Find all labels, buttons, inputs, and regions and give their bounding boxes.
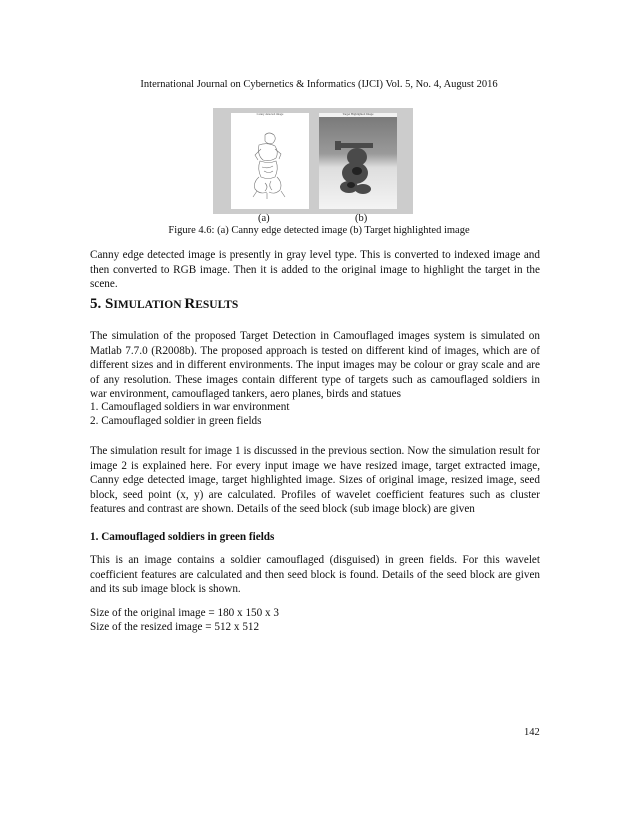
section-heading xyxy=(90,296,238,313)
figure-caption: Figure 4.6: (a) Canny edge detected image (b) Target highlighted image xyxy=(168,225,470,236)
section-number: 5. xyxy=(90,296,105,312)
section-word1-initial: S xyxy=(105,296,114,312)
list-item: 1. Camouflaged soldiers in war environment xyxy=(90,401,290,413)
page-number: 142 xyxy=(524,727,540,738)
section-word1-rest: IMULATION xyxy=(113,299,185,311)
size-line-original: Size of the original image = 180 x 150 x 3 xyxy=(90,607,280,619)
highlighted-photo xyxy=(319,113,397,209)
panel-b-title: Target Highlighted Image xyxy=(342,112,374,116)
paragraph-results: The simulation result for image 1 is discussed in the previous section. Now the simulation result for image 2 is explained here. For every input image we have resized image, target extracted image, Canny edge detected image, target highlighted image. Sizes of original image, resized image, seed block, seed point (x, y) are calculated. Profiles of wavelet coefficient features such as cluster features and contrast are shown. Details of the seed block (sub image block) are given xyxy=(90,445,540,516)
subsection-heading: 1. Camouflaged soldiers in green fields xyxy=(90,531,275,543)
section-word2-rest: ESULTS xyxy=(195,299,239,311)
size-line-resized: Size of the resized image = 512 x 512 xyxy=(90,621,260,633)
subfigure-label-b: (b) xyxy=(355,213,368,224)
paragraph-simulation: The simulation of the proposed Target Detection in Camouflaged images system is simulated on Matlab 7.7.0 (R2008b). The proposed approach is tested on different kind of images, which are of different sizes and in different environments. The input images may be colour or gray scale and are of any resolution. These images contain different type of targets such as camouflaged soldiers in war environment, camouflaged tankers, aero planes, birds and statues xyxy=(90,330,540,401)
figure-4-6 xyxy=(213,108,413,214)
target-highlighted-image xyxy=(319,113,397,209)
paragraph-green-fields: This is an image contains a soldier camouflaged (disguised) in green fields. For this wavelet coefficient features are calculated and then seed block is found. Details of the seed block are given and its sub image block is shown. xyxy=(90,554,540,596)
running-header: International Journal on Cybernetics & Informatics (IJCI) Vol. 5, No. 4, August 2016 xyxy=(140,79,498,90)
subfigure-label-a: (a) xyxy=(258,213,270,224)
paragraph-canny: Canny edge detected image is presently in gray level type. This is converted to indexed image and then converted to RGB image. Then it is added to the original image to highlight the target in the scene. xyxy=(90,249,540,291)
list-item: 2. Camouflaged soldier in green fields xyxy=(90,415,262,427)
panel-a-title: Canny detected image xyxy=(256,112,284,116)
canny-edge-drawing xyxy=(231,113,309,209)
section-word2-initial: R xyxy=(184,296,196,312)
canny-edge-image xyxy=(231,113,309,209)
